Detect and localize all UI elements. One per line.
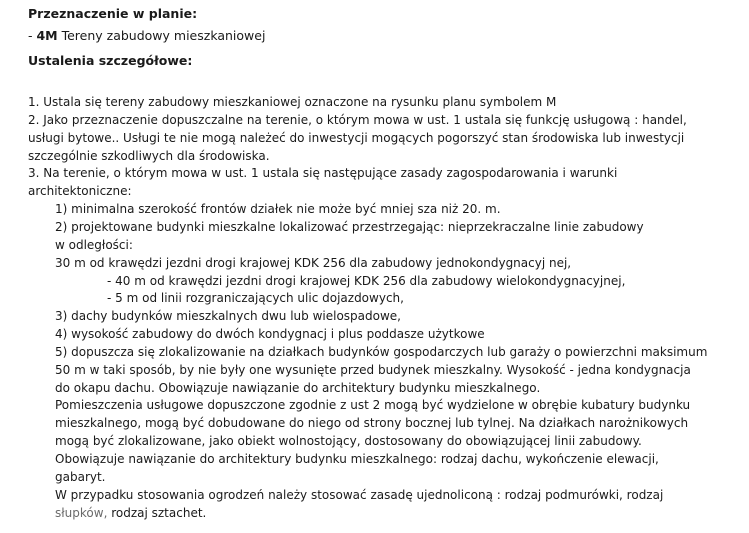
line-text: - 5 m od linii rozgraniczających ulic dojazdowych, [107, 291, 404, 306]
line-text: 1) minimalna szerokość frontów działek nie może być mniej sza niż 20. m. [55, 202, 501, 217]
line-text: 3) dachy budynków mieszkalnych dwu lub wielospadowe, [55, 309, 401, 324]
text-line [55, 468, 106, 486]
line-text: Pomieszczenia usługowe dopuszczone zgodnie z ust 2 mogą być wydzielone w obrębie kubatury budynku [55, 398, 691, 413]
faded-text: słupków, [55, 505, 108, 520]
line-text: mieszkalnego, mogą być dobudowane do niego od strony bocznej lub tylnej. Na działkach narożnikowych [55, 416, 689, 431]
text-line [107, 272, 625, 290]
line-text: 5) dopuszcza się zlokalizowanie na działkach budynków gospodarczych lub garaży o powierzchni maksimum [55, 344, 708, 359]
text-line [55, 254, 571, 272]
text-line [28, 111, 687, 129]
line-text: szczególnie szkodliwych dla środowiska. [28, 148, 270, 163]
purpose-line [28, 27, 265, 45]
text-line [55, 486, 663, 504]
text-line [55, 200, 501, 218]
purpose-heading: Przeznaczenie w planie: [28, 6, 198, 21]
line-text: Obowiązuje nawiązanie do architektury budynku mieszkalnego: rodzaj dachu, wykończenie elewacji, [55, 452, 659, 466]
text-line [55, 307, 401, 325]
text-line [55, 450, 659, 468]
line-text: usługi bytowe.. Usługi te nie mogą należeć do inwestycji mogących pogorszyć stan środowiska lub inwestycji [28, 130, 685, 145]
text-line [55, 379, 540, 397]
purpose-text: Tereny zabudowy mieszkaniowej [57, 28, 266, 43]
line-text: mogą być zlokalizowane, jako obiekt wolnostojący, dostosowany do obowiązującej linii zabudowy. [55, 434, 642, 449]
details-heading: Ustalenia szczegółowe: [28, 53, 193, 68]
line-text: 2) projektowane budynki mieszkalne lokalizować przestrzegając: nieprzekraczalne linie zabudowy [55, 219, 644, 234]
text-line [55, 343, 707, 361]
line-text: rodzaj sztachet. [107, 505, 207, 520]
line-text: w odległości: [55, 237, 133, 252]
line-text: architektoniczne: [28, 184, 132, 199]
line-text: 2. Jako przeznaczenie dopuszczalne na terenie, o którym mowa w ust. 1 ustala się funkcję usługową : handel, [28, 112, 687, 127]
text-line [28, 93, 556, 111]
text-line [28, 147, 270, 165]
line-text: W przypadku stosowania ogrodzeń należy stosować zasadę ujednoliconą : rodzaj podmurówki, rodzaj [55, 487, 664, 502]
line-text: 50 m w taki sposób, by nie były one wysunięte przed budynek mieszkalny. Wysokość - jedna kondygnacja [55, 362, 691, 377]
text-line [28, 182, 132, 200]
purpose-prefix: - [28, 28, 37, 43]
text-line [28, 164, 617, 182]
line-text: 1. Ustala się tereny zabudowy mieszkaniowej oznaczone na rysunku planu symbolem M [28, 95, 557, 109]
line-text: - 40 m od krawędzi jezdni drogi krajowej KDK 256 dla zabudowy wielokondygnacyjnej, [107, 273, 626, 288]
line-text: gabaryt. [55, 469, 106, 484]
text-line [55, 236, 133, 254]
text-line [107, 289, 404, 307]
text-line [55, 414, 688, 432]
text-line [55, 432, 642, 450]
text-line [28, 129, 684, 147]
text-line [55, 504, 206, 522]
text-line [55, 218, 644, 236]
line-text: 3. Na terenie, o którym mowa w ust. 1 ustala się następujące zasady zagospodarowania i warunki [28, 166, 618, 181]
line-text: 4) wysokość zabudowy do dwóch kondygnacj i plus poddasze użytkowe [55, 327, 485, 342]
text-line [55, 325, 485, 343]
line-text: 30 m od krawędzi jezdni drogi krajowej KDK 256 dla zabudowy jednokondygnacyj nej, [55, 255, 572, 270]
text-line [55, 361, 691, 379]
purpose-symbol: 4M [36, 28, 58, 43]
text-line [55, 396, 690, 414]
line-text: do okapu dachu. Obowiązuje nawiązanie do architektury budynku mieszkalnego. [55, 380, 541, 395]
